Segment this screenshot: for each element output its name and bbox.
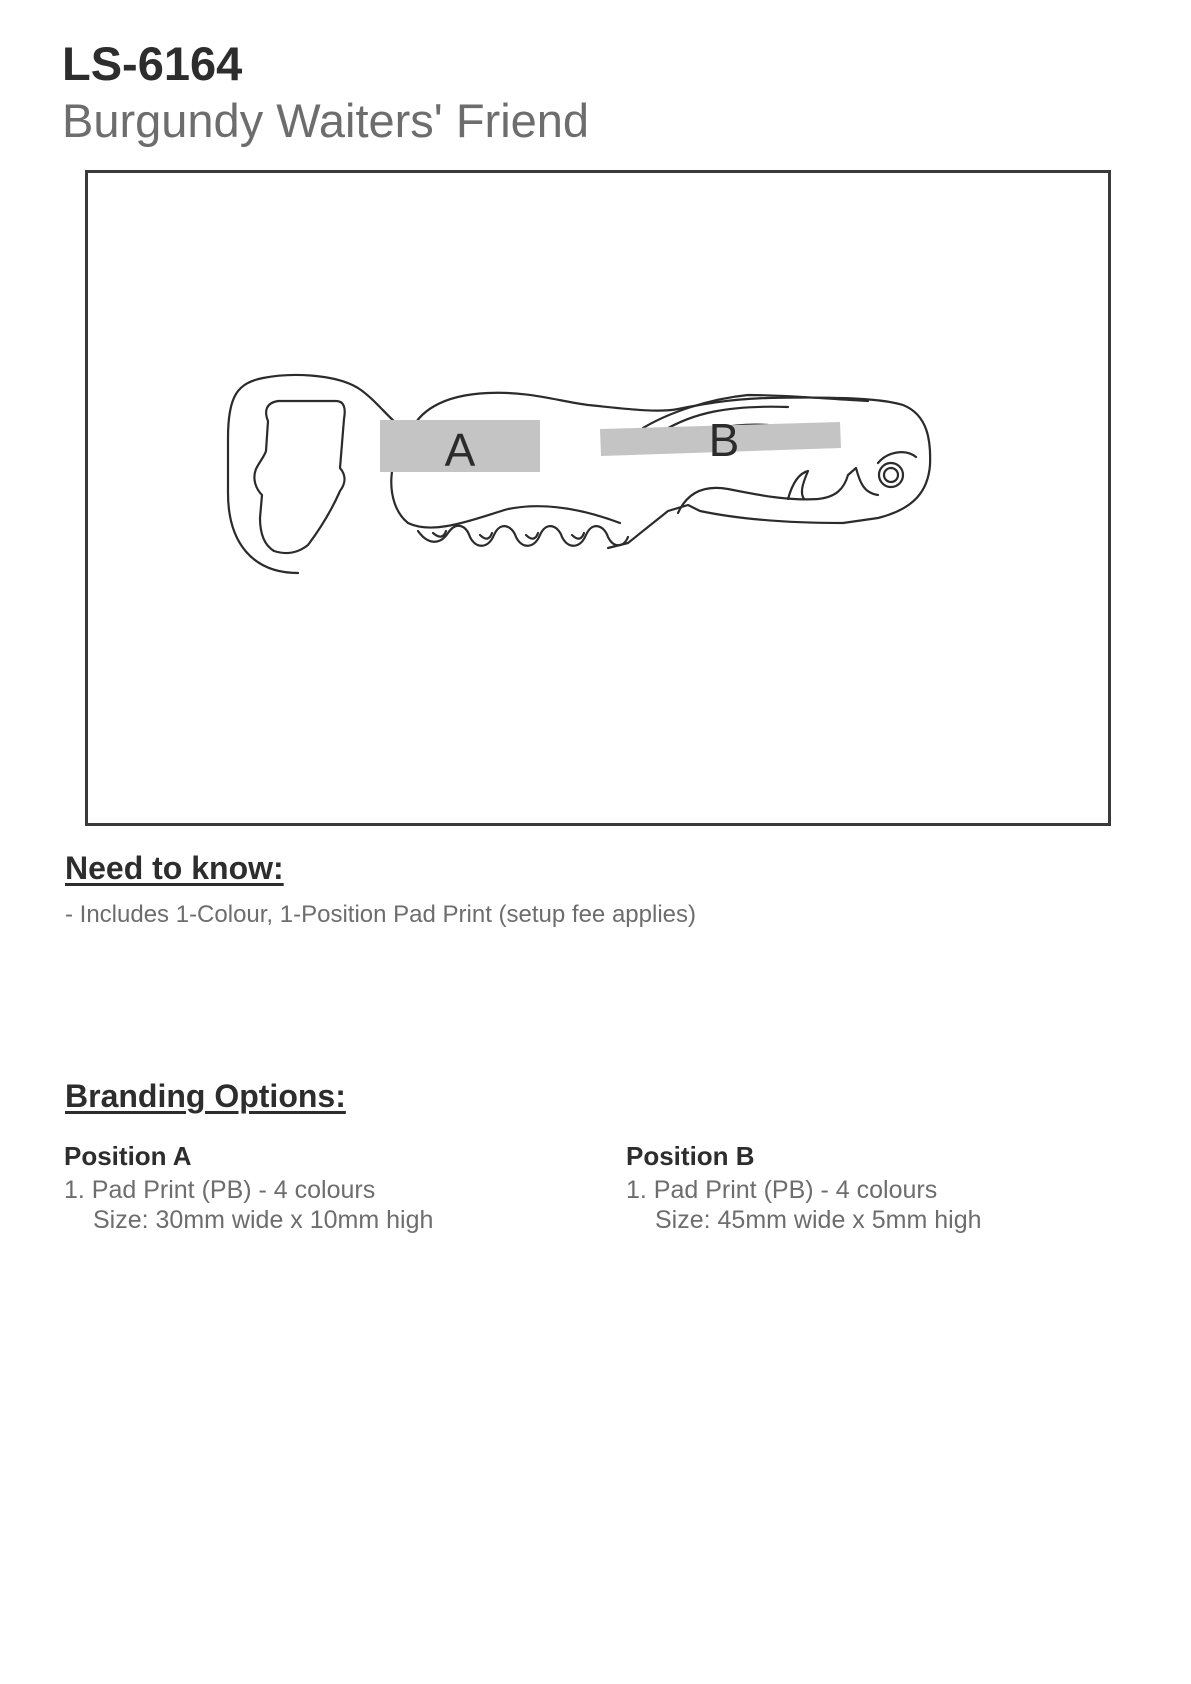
lever-outline	[678, 468, 878, 513]
position-a-method: 1. Pad Print (PB) - 4 colours	[64, 1175, 376, 1204]
position-b-block	[626, 1142, 1106, 1235]
position-b-size: Size: 45mm wide x 5mm high	[655, 1205, 982, 1234]
body-end-curve	[878, 452, 916, 463]
position-a-title: Position A	[64, 1141, 192, 1171]
need-to-know-note: - Includes 1-Colour, 1-Position Pad Print (setup fee applies)	[65, 901, 696, 928]
print-area-a-label: A	[444, 424, 476, 476]
waiters-friend-drawing	[88, 173, 1108, 823]
lever-hinge-inner	[884, 468, 898, 482]
need-to-know-heading: Need to know:	[65, 850, 284, 886]
lever-claw	[788, 471, 808, 499]
product-illustration-frame	[85, 170, 1111, 826]
corkscrew-spiral	[418, 526, 628, 546]
position-a-size: Size: 30mm wide x 10mm high	[93, 1205, 434, 1234]
bottle-opener-hole	[254, 401, 344, 553]
lever-hinge	[879, 463, 903, 487]
branding-options-heading: Branding Options:	[65, 1078, 346, 1114]
product-code: LS-6164	[62, 37, 243, 90]
position-b-method: 1. Pad Print (PB) - 4 colours	[626, 1175, 938, 1204]
print-area-b-label: B	[708, 414, 740, 466]
position-b-title: Position B	[626, 1141, 755, 1171]
product-name: Burgundy Waiters' Friend	[62, 94, 590, 147]
position-a-block	[64, 1142, 544, 1235]
